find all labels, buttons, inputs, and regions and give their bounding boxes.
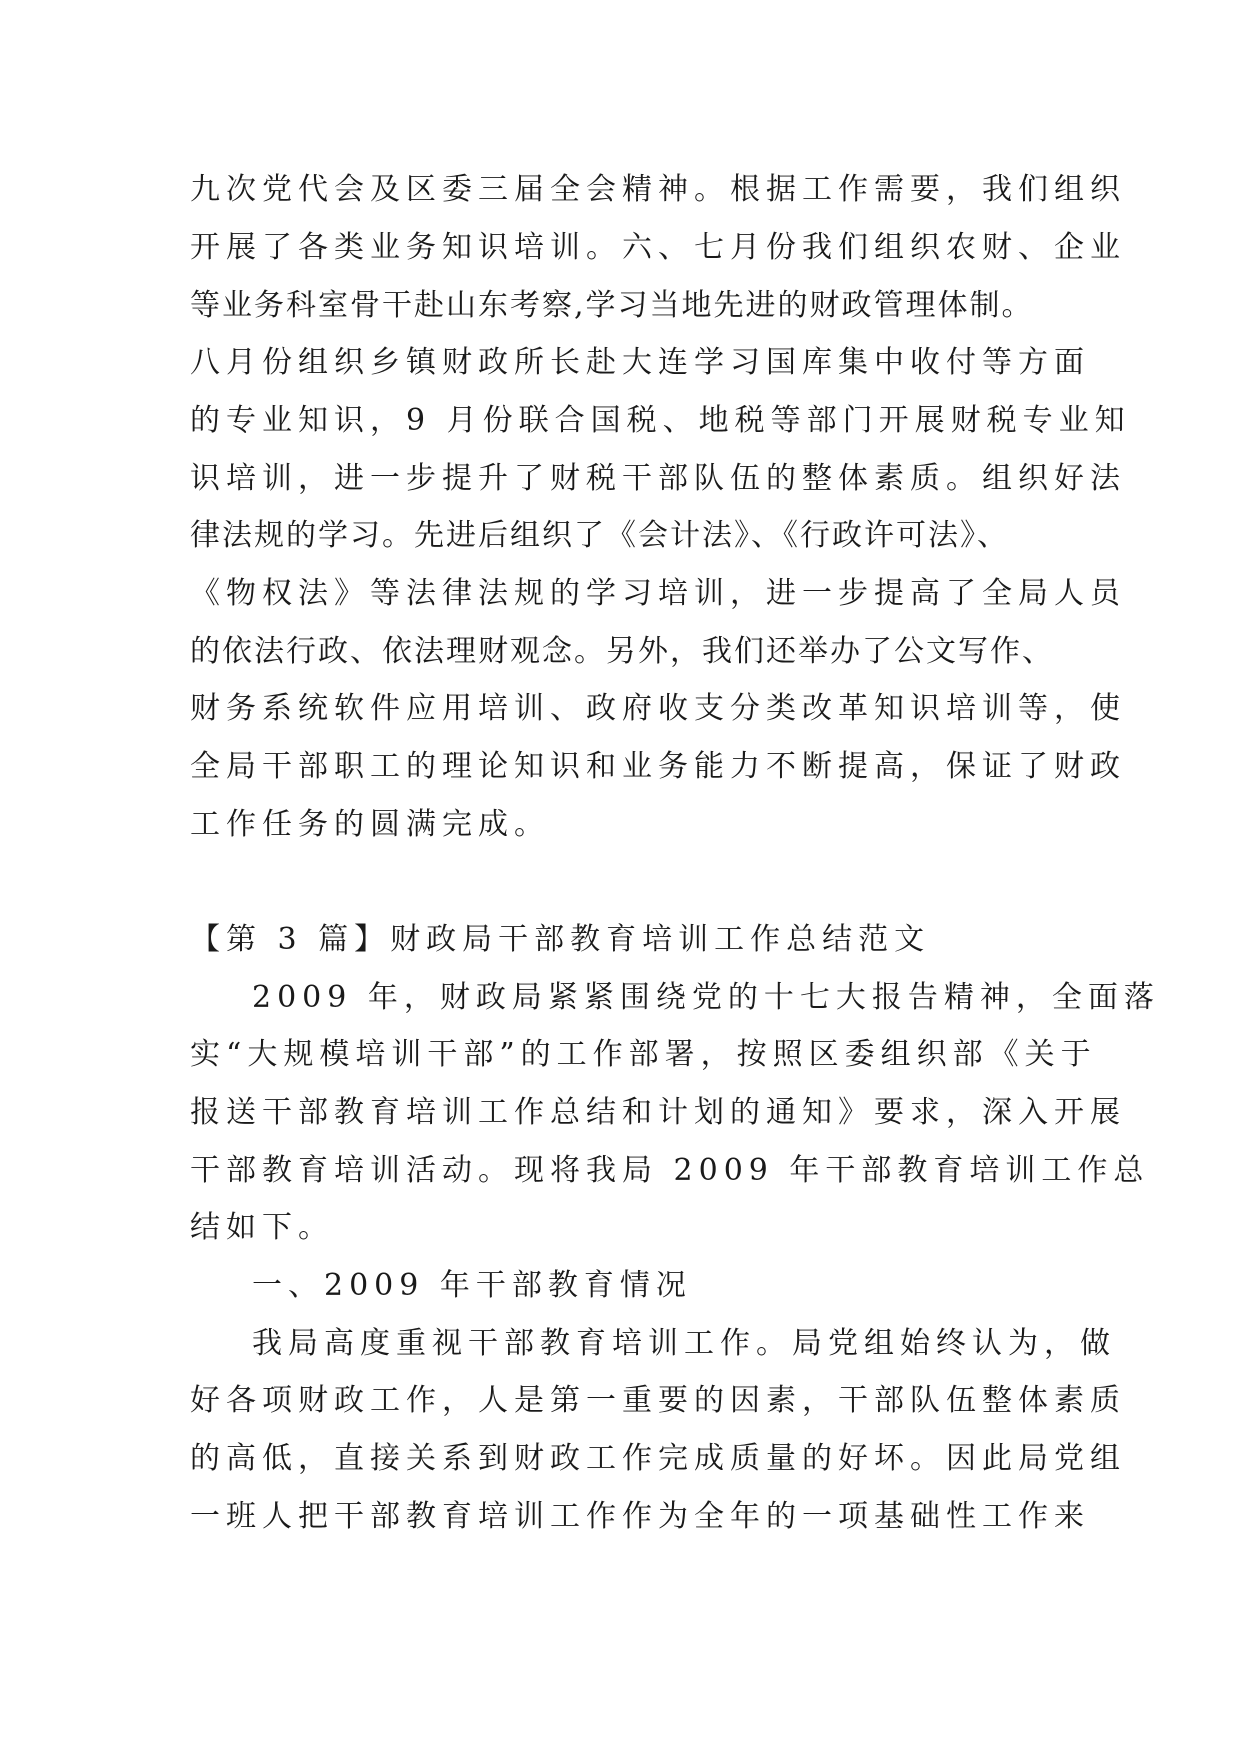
text-line: 全局干部职工的理论知识和业务能力不断提高，保证了财政 [190,749,1126,784]
text-line: 干部教育培训活动。现将我局 2009 年干部教育培训工作总 [190,1153,1150,1188]
text-line: 报送干部教育培训工作总结和计划的通知》要求，深入开展 [190,1095,1126,1130]
text-line: 2009 年，财政局紧紧围绕党的十七大报告精神，全面落 [252,980,1160,1015]
subheading: 一、2009 年干部教育情况 [252,1268,692,1303]
text-line: 一班人把干部教育培训工作作为全年的一项基础性工作来 [190,1499,1090,1534]
text-line: 律法规的学习。先进后组织了《会计法》、《行政许可法》、 [190,518,1009,553]
text-line: 工作任务的圆满完成。 [190,807,550,842]
text-line: 的依法行政、依法理财观念。另外，我们还举办了公文写作、 [190,634,1054,669]
text-line: 的高低，直接关系到财政工作完成质量的好坏。因此局党组 [190,1441,1126,1476]
text-line: 九次党代会及区委三届全会精神。根据工作需要，我们组织 [190,172,1126,207]
text-line: 八月份组织乡镇财政所长赴大连学习国库集中收付等方面 [190,345,1090,380]
text-line: 的专业知识，9 月份联合国税、地税等部门开展财税专业知 [190,403,1131,438]
text-line: 《物权法》等法律法规的学习培训，进一步提高了全局人员 [190,576,1126,611]
text-line: 识培训，进一步提升了财税干部队伍的整体素质。组织好法 [190,461,1126,496]
text-line: 实“大规模培训干部”的工作部署，按照区委组织部《关于 [190,1037,1097,1072]
text-line: 我局高度重视干部教育培训工作。局党组始终认为，做 [252,1326,1116,1361]
text-line: 开展了各类业务知识培训。六、七月份我们组织农财、企业 [190,230,1126,265]
section-heading: 【第 3 篇】财政局干部教育培训工作总结范文 [190,922,931,957]
text-line: 等业务科室骨干赴山东考察,学习当地先进的财政管理体制。 [190,288,1034,323]
text-line: 好各项财政工作，人是第一重要的因素，干部队伍整体素质 [190,1383,1126,1418]
text-line: 财务系统软件应用培训、政府收支分类改革知识培训等，使 [190,691,1126,726]
text-line: 结如下。 [190,1210,334,1245]
